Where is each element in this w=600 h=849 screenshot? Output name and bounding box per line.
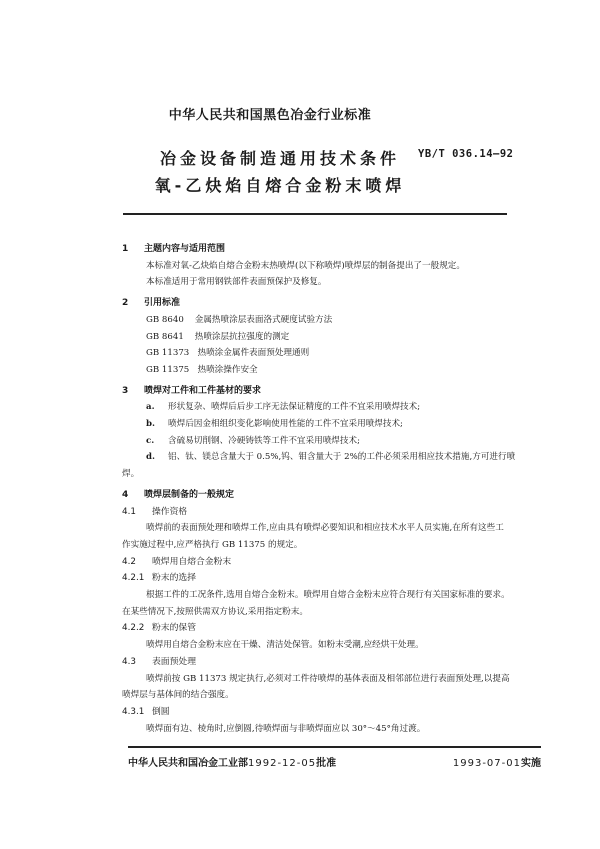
section-title: 引用标准 <box>144 298 181 309</box>
standard-category-header: 中华人民共和国黑色冶金行业标准 <box>168 108 372 123</box>
reference-code: GB 8641 <box>146 331 184 342</box>
paragraph: 本标准对氧-乙炔焰自熔合金粉末热喷焊(以下称喷焊)喷焊层的制备提出了一般规定。 <box>146 260 465 271</box>
item-text: 形状复杂、喷焊后后步工序无法保证精度的工件不宜采用喷焊技术; <box>168 402 421 413</box>
section-number: 4 <box>122 489 129 500</box>
reference-item <box>122 345 542 362</box>
subsection-4-1-heading <box>122 504 542 521</box>
paragraph: 喷焊前按 GB 11373 规定执行,必须对工件待喷焊的基体表面及相邻部位进行表面预处理,以提高 <box>146 673 510 684</box>
item-text: 铝、钛、镁总含量大于 0.5%,钨、钼含量大于 2%的工件必须采用相应技术措施,方可进行喷 <box>168 452 516 463</box>
item-label: a. <box>146 402 155 413</box>
effective-label: 实施 <box>521 758 541 769</box>
subsection-4-3-1-heading <box>122 704 542 721</box>
paragraph: 喷焊前的表面预处理和喷焊工作,应由具有喷焊必要知识和相应技术水平人员实施,在所有这些工 <box>146 523 504 534</box>
reference-name: 热喷涂金属件表面预处理通则 <box>197 348 310 359</box>
item-label: d. <box>146 452 156 463</box>
section-title: 喷焊层制备的一般规定 <box>144 489 235 500</box>
document-body <box>122 237 542 737</box>
paragraph: 根据工件的工况条件,选用自熔合金粉末。喷焊用自熔合金粉末应符合现行有关国家标准的要求。 <box>146 590 510 601</box>
approval-info <box>128 754 336 769</box>
paragraph: 喷焊用自熔合金粉末应在干燥、清洁处保管。如粉末受潮,应经烘干处理。 <box>146 640 424 651</box>
subsection-title: 倒圆 <box>152 706 170 717</box>
subsection-number: 4.2.2 <box>122 623 145 634</box>
paragraph: 喷焊面有边、棱角时,应倒圆,待喷焊面与非喷焊面应以 30°～45°角过渡。 <box>146 723 426 734</box>
document-title-line1: 冶金设备制造通用技术条件 <box>159 149 400 168</box>
reference-name: 金属热喷涂层表面洛式硬度试验方法 <box>194 314 333 325</box>
subsection-4-2-1-heading <box>122 570 542 587</box>
header-divider <box>123 213 507 215</box>
paragraph-continuation: 作实施过程中,应严格执行 GB 11375 的规定。 <box>122 539 303 550</box>
approval-label: 批准 <box>316 758 337 769</box>
subsection-title: 喷焊用自熔合金粉末 <box>152 556 232 567</box>
subsection-4-2-heading <box>122 554 542 571</box>
document-title-line2: 氧-乙炔焰自熔合金粉末喷焊 <box>154 176 406 195</box>
paragraph-continuation: 在某些情况下,按照供需双方协议,采用指定粉末。 <box>122 606 308 617</box>
effective-date: 1993-07-01 <box>452 758 521 769</box>
footer-divider <box>128 746 541 748</box>
subsection-title: 粉末的保管 <box>152 623 196 634</box>
list-item-continuation: 焊。 <box>122 469 140 480</box>
item-text: 喷焊后因金相组织变化影响使用性能的工件不宜采用喷焊技术; <box>168 419 403 430</box>
reference-item <box>122 312 542 329</box>
reference-code: GB 11375 <box>146 364 190 375</box>
reference-item <box>122 329 542 346</box>
reference-code: GB 8640 <box>146 314 184 325</box>
subsection-title: 操作资格 <box>152 506 188 517</box>
section-4-heading <box>122 487 542 504</box>
subsection-number: 4.2.1 <box>122 573 145 584</box>
subsection-title: 表面预处理 <box>152 656 196 667</box>
approval-org: 中华人民共和国冶金工业部 <box>128 758 248 769</box>
item-label: b. <box>146 419 156 430</box>
subsection-number: 4.3.1 <box>122 706 145 717</box>
list-item <box>122 449 542 466</box>
section-3-heading <box>122 383 542 400</box>
section-number: 2 <box>122 298 129 309</box>
subsection-4-3-heading <box>122 654 542 671</box>
section-title: 喷焊对工件和工件基材的要求 <box>144 385 262 396</box>
reference-item <box>122 362 542 379</box>
list-item <box>122 416 542 433</box>
reference-name: 热喷涂层抗拉强度的测定 <box>194 331 290 342</box>
section-title: 主题内容与适用范围 <box>144 244 226 254</box>
standard-code: YB/T 036.14—92 <box>418 148 514 160</box>
effective-info <box>453 754 541 769</box>
paragraph-continuation: 喷焊层与基体间的结合强度。 <box>122 690 234 701</box>
subsection-title: 粉末的选择 <box>152 573 196 584</box>
paragraph: 本标准适用于常用钢铁部件表面预保护及修复。 <box>146 277 327 288</box>
list-item <box>122 433 542 450</box>
section-2-heading <box>122 295 542 312</box>
subsection-number: 4.2 <box>122 556 136 567</box>
reference-code: GB 11373 <box>146 348 190 359</box>
subsection-number: 4.1 <box>122 506 136 517</box>
section-number: 3 <box>122 385 129 396</box>
subsection-4-2-2-heading <box>122 620 542 637</box>
reference-name: 热喷涂操作安全 <box>197 364 258 375</box>
list-item <box>122 399 542 416</box>
approval-date: 1992-12-05 <box>248 758 317 769</box>
subsection-number: 4.3 <box>122 656 136 667</box>
item-label: c. <box>146 435 155 446</box>
item-text: 含硫易切削钢、冷硬铸铁等工件不宜采用喷焊技术; <box>168 435 360 446</box>
section-1-heading <box>122 241 542 258</box>
section-number: 1 <box>122 244 129 254</box>
